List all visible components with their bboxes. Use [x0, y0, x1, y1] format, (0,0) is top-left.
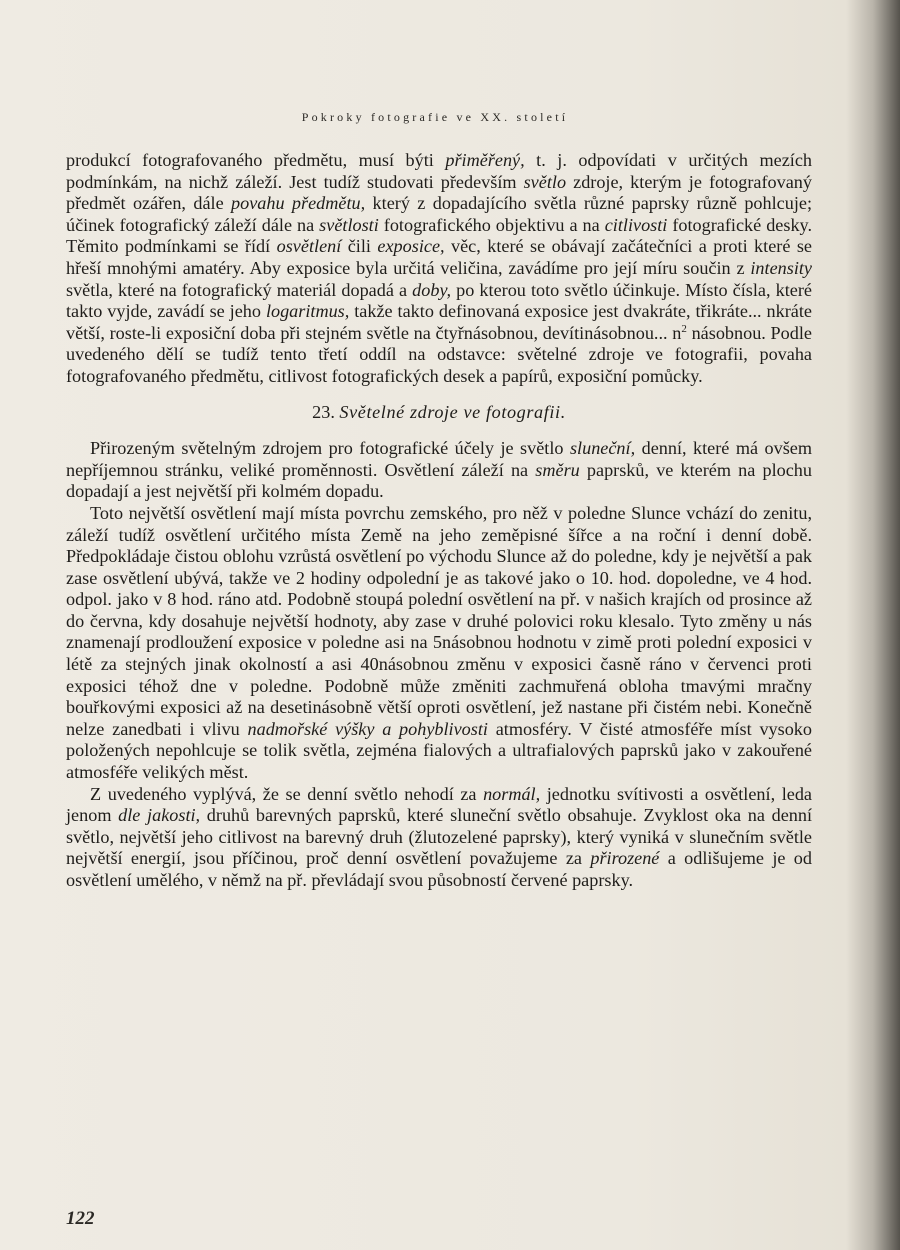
- text-run: který z dopadajícího světla různé paprsky různě pohlcuje; účinek fotografický záleží dále na: [66, 193, 813, 235]
- section-title: Světelné zdroje ve fotografii.: [339, 401, 566, 422]
- section-number: 23.: [312, 401, 335, 422]
- paragraph: [66, 150, 812, 388]
- italic-run: přirozené: [590, 848, 660, 869]
- italic-run: povahu předmětu,: [231, 193, 366, 214]
- text-run: po kterou toto světlo účinkuje. Místo čísla, které takto vyjde, zavádí se jeho: [66, 279, 812, 322]
- text-run: fotografického objektivu a na: [378, 214, 605, 235]
- italic-run: světlo: [523, 171, 567, 192]
- text-run: Toto největší osvětlení mají místa povrchu zemského, pro něž v poledne Slunce vchází do zenitu, záleží tudíž osvětlení určitého místa Země na jeho zeměpisné šířce a na roční i denní době. Předpokládaje čistou oblohu vzrůstá osvětlení po východu Slunce až do poledne, kdy je největší a pak zase osvětlení ubývá, takže ve 2 hodiny odpolední je as takové jako o 10. hod. dopoledne, ve 4 hod. odpol. jako v 8 hod. ráno atd. Podobně stoupá polední osvětlení na př. v našich krajích od prosince až do června, kdy dosahuje největší hodnoty, aby zase v druhé polovici roku klesalo. Tyto změny u nás znamenají prodloužení exposice v poledne asi na 5násobnou hodnotu v zimě proti polední exposici v létě za stejných jinak okolností a asi 40násobnou změnu v exposici časně ráno v červenci proti exposici téhož dne v poledne. Podobně může změniti zachmuřená obloha tmavými mračny bouřkovými exposici až na desetinásobně větší oproti osvětlení, jež nastane při čistém nebi. Konečně nelze zanedbati i vlivu: [66, 502, 812, 739]
- italic-run: intensity: [750, 257, 812, 278]
- text-run: produkcí fotografovaného předmětu, musí býti: [66, 150, 446, 170]
- italic-run: exposice,: [377, 236, 445, 257]
- text-run: t. j. odpovídati v určitých mezích podmínkám, na nichž záleží. Jest tudíž studovati především: [66, 150, 812, 192]
- text-run: denní, které má ovšem nepříjemnou stránku, veliké proměnnosti. Osvětlení záleží na: [66, 438, 812, 480]
- superscript-run: 2: [681, 322, 687, 335]
- text-run: zdroje, kterým je fotografovaný předmět ozářen, dále: [66, 171, 812, 214]
- text-run: Z uvedeného vyplývá, že se denní světlo nehodí za: [90, 783, 484, 804]
- text-run: paprsků, ve kterém na plochu dopadají a jest největší při kolmém dopadu.: [66, 459, 812, 502]
- text-run: světla, které na fotografický materiál dopadá a: [66, 279, 413, 300]
- text-run: atmosféry. V čisté atmosféře míst vysoko položených nepohlcuje se tolik světla, zejména fialových a ultrafialových paprsků jako v zakouřené atmosféře velikých měst.: [66, 718, 812, 783]
- paragraph: [66, 503, 812, 784]
- italic-run: světlosti: [319, 214, 379, 235]
- text-run: jednotku svítivosti a osvětlení, leda jenom: [66, 783, 812, 826]
- italic-run: dle jakosti,: [118, 805, 201, 826]
- italic-run: směru: [535, 459, 580, 480]
- text-run: druhů barevných paprsků, které sluneční světlo obsahuje. Zvyklost oka na denní světlo, největší jeho citlivost na barevný druh (žlutozelené paprsky), který vyniká v slunečním světle největší energií, jsou příčinou, proč denní osvětlení považujeme za: [66, 805, 813, 869]
- running-head: Pokroky fotografie ve XX. století: [301, 110, 569, 124]
- text-run: čili: [341, 236, 378, 257]
- text-run: takže takto definovaná exposice jest dvakráte, třikráte... nkráte větší, roste-li exposiční doba při stejném světle na čtyřnásobnou, devítinásobnou... n: [66, 301, 812, 343]
- italic-run: přiměřený,: [445, 150, 525, 170]
- italic-run: osvětlení: [276, 236, 342, 257]
- section-heading: [66, 402, 812, 424]
- text-run: a odlišujeme je od osvětlení umělého, v němž na př. převládají svou působností červené paprsky.: [66, 848, 812, 890]
- body-text: [66, 150, 812, 892]
- italic-run: sluneční,: [569, 438, 636, 459]
- italic-run: logaritmus,: [265, 301, 350, 322]
- italic-run: doby,: [412, 279, 452, 300]
- paragraph: [66, 784, 812, 892]
- italic-run: nadmořské výšky a pohyblivosti: [247, 718, 488, 739]
- text-run: násobnou. Podle uvedeného dělí se tudíž tento třetí oddíl na odstavce: světelné zdroje ve fotografii, povaha fotografovaného předmětu, citlivost fotografických desek a papírů, exposiční pomůcky.: [66, 322, 812, 386]
- page-number: 122: [66, 1208, 95, 1229]
- italic-run: citlivosti: [604, 214, 668, 235]
- paragraph: [66, 438, 812, 503]
- text-run: fotografické desky. Těmito podmínkami se řídí: [66, 214, 812, 257]
- text-run: věc, které se obávají začátečníci a proti které se hřeší mnohými amatéry. Aby exposice byla určitá veličina, zavádíme pro její míru součin z: [66, 236, 812, 278]
- italic-run: normál,: [483, 783, 541, 804]
- text-run: Přirozeným světelným zdrojem pro fotografické účely je světlo: [90, 438, 570, 459]
